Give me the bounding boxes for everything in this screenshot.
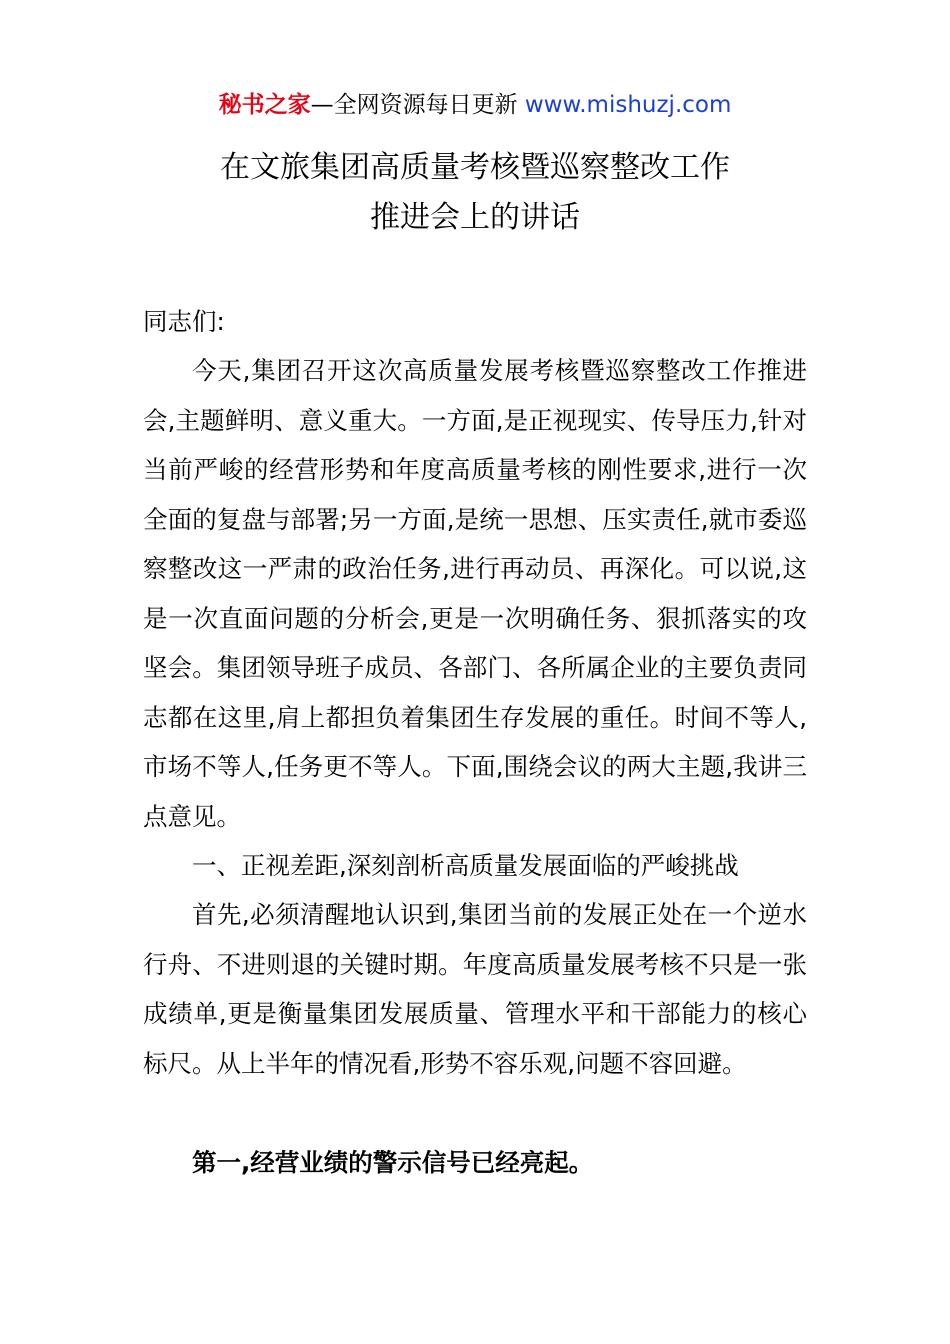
site-header	[0, 88, 950, 122]
paragraph-section-1: 首先,必须清醒地认识到,集团当前的发展正处在一个逆水行舟、不进则退的关键时期。年度高质量发展考核不只是一张成绩单,更是衡量集团发展质量、管理水平和干部能力的核心标尺。从上半年的情况看,形势不容乐观,问题不容回避。	[143, 900, 807, 1078]
paragraph-opening: 今天,集团召开这次高质量发展考核暨巡察整改工作推进会,主题鲜明、意义重大。一方面,是正视现实、传导压力,针对当前严峻的经营形势和年度高质量考核的刚性要求,进行一次全面的复盘与部署;另一方面,是统一思想、压实责任,就市委巡察整改这一严肃的政治任务,进行再动员、再深化。可以说,这是一次直面问题的分析会,更是一次明确任务、狠抓落实的攻坚会。集团领导班子成员、各部门、各所属企业的主要负责同志都在这里,肩上都担负着集团生存发展的重任。时间不等人,市场不等人,任务更不等人。下面,围绕会议的两大主题,我讲三点意见。	[143, 356, 807, 831]
site-brand: 秘书之家	[218, 92, 311, 118]
salutation: 同志们:	[143, 307, 225, 336]
section-heading-1: 一、正视差距,深刻剖析高质量发展面临的严峻挑战	[192, 851, 739, 880]
site-url-link[interactable]: www.mishuzj.com	[524, 92, 732, 118]
document-title-line-1: 在文旅集团高质量考核暨巡察整改工作	[220, 150, 730, 185]
site-tagline: —全网资源每日更新	[310, 92, 525, 118]
subheading-1: 第一,经营业绩的警示信号已经亮起。	[192, 1148, 594, 1177]
document-title-line-2: 推进会上的讲话	[370, 200, 580, 235]
